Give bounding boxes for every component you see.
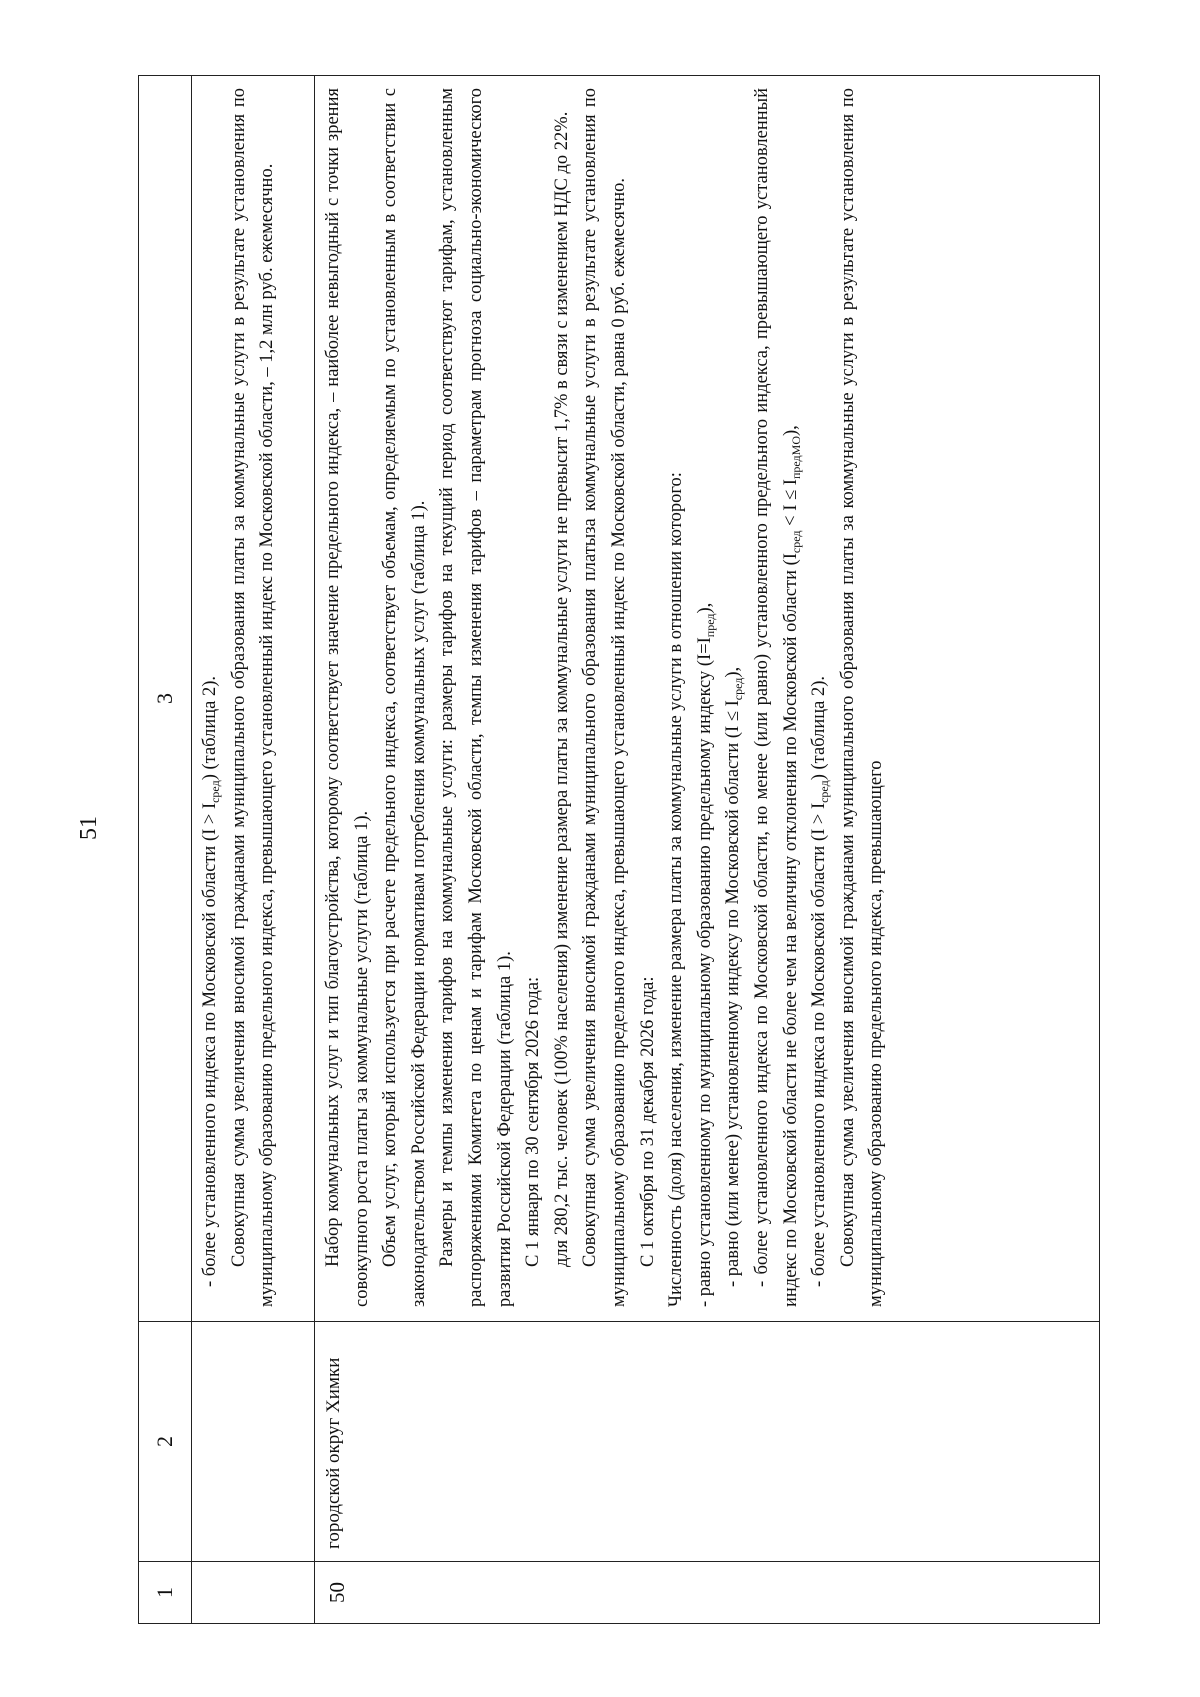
table-header-row	[139, 76, 192, 1624]
paragraph: - более установленного индекса по Московской области, но менее (или равно) установленного предельного индекса, превышающего установленный индекс по Московской области не более чем на величину отклонения по Московской области $(I_{сред} < I \le I_{предМО})$,	[751, 88, 803, 1307]
paragraph: Численность (доля) населения, изменение размера платы за коммунальные услуги в отношении которого:	[666, 472, 687, 1307]
paragraph: С 1 октября по 31 декабря 2026 года:	[637, 976, 658, 1267]
paragraph: - более установленного индекса по Московской области $(I > I_{сред})$ (таблица 2).	[809, 675, 832, 1287]
paragraph: С 1 января по 30 сентября 2026 года:	[523, 976, 544, 1267]
paragraph: - более установленного индекса по Московской области $(I > I_{сред})$ (таблица 2).	[200, 675, 222, 1287]
paragraph: Объем услуг, который используется при расчете предельного индекса, соответствует объемам, определяемым по установленным в соответствии с законодательством Российской Федерации нормативам потребления коммунальных услуг (таблица 1).	[380, 88, 429, 1307]
municipality-cell	[192, 1322, 315, 1562]
row-number-cell: 50	[315, 1562, 1100, 1624]
paragraph: - равно установленному по муниципальному образованию предельному индексу $(I=I_{пред})$,	[694, 602, 717, 1307]
municipality-cell: городской округ Химки	[315, 1322, 1100, 1562]
description-cell	[192, 76, 315, 1322]
table-row	[192, 76, 315, 1624]
paragraph: Набор коммунальных услуг и тип благоустройства, которому соответствует значение предельного индекса, – наиболее невыгодный с точки зрения совокупного роста платы за коммунальные услуги (таблица 1).	[323, 88, 372, 1307]
column-header-2: 2	[139, 1322, 192, 1562]
paragraph: для 280,2 тыс. человек (100% населения) изменение размера платы за коммунальные услуги не превысит 1,7% в связи с изменением НДС до 22%.	[551, 111, 572, 1267]
paragraph: - равно (или менее) установленному индексу по Московской области $(I \le I_{сред})$,	[723, 666, 746, 1287]
page-number: 51	[76, 816, 102, 840]
column-header-3: 3	[139, 76, 192, 1322]
column-header-1: 1	[139, 1562, 192, 1624]
paragraph: Совокупная сумма увеличения вносимой гражданами муниципального образования платыза коммунальные услуги в результате установления по муниципальному образованию предельного индекса, превышающего установленный индекс по Московской области, равна 0 руб. ежемесячно.	[580, 88, 629, 1307]
paragraph: Совокупная сумма увеличения вносимой гражданами муниципального образования платы за коммунальные услуги в результате установления по муниципальному образованию предельного индекса, превышающего установленный индекс по Московской области, – 1,2 млн руб. ежемесячно.	[228, 88, 278, 1307]
paragraph: Размеры и темпы изменения тарифов на коммунальные услуги: размеры тарифов на текущий период соответствуют тарифам, установленным распоряжениями Комитета по ценам и тарифам Московской области, темпы изменения тарифов – параметрам прогноза социально-экономического развития Российской Федерации (таблица 1).	[437, 88, 515, 1307]
paragraph: Совокупная сумма увеличения вносимой гражданами муниципального образования платы за коммунальные услуги в результате установления по муниципальному образованию предельного индекса, превышающего	[837, 88, 887, 1307]
row-number-cell	[192, 1562, 315, 1624]
table-row	[315, 76, 1100, 1624]
data-table	[138, 75, 1100, 1624]
description-cell	[315, 76, 1100, 1322]
rotated-page	[138, 76, 1100, 1624]
